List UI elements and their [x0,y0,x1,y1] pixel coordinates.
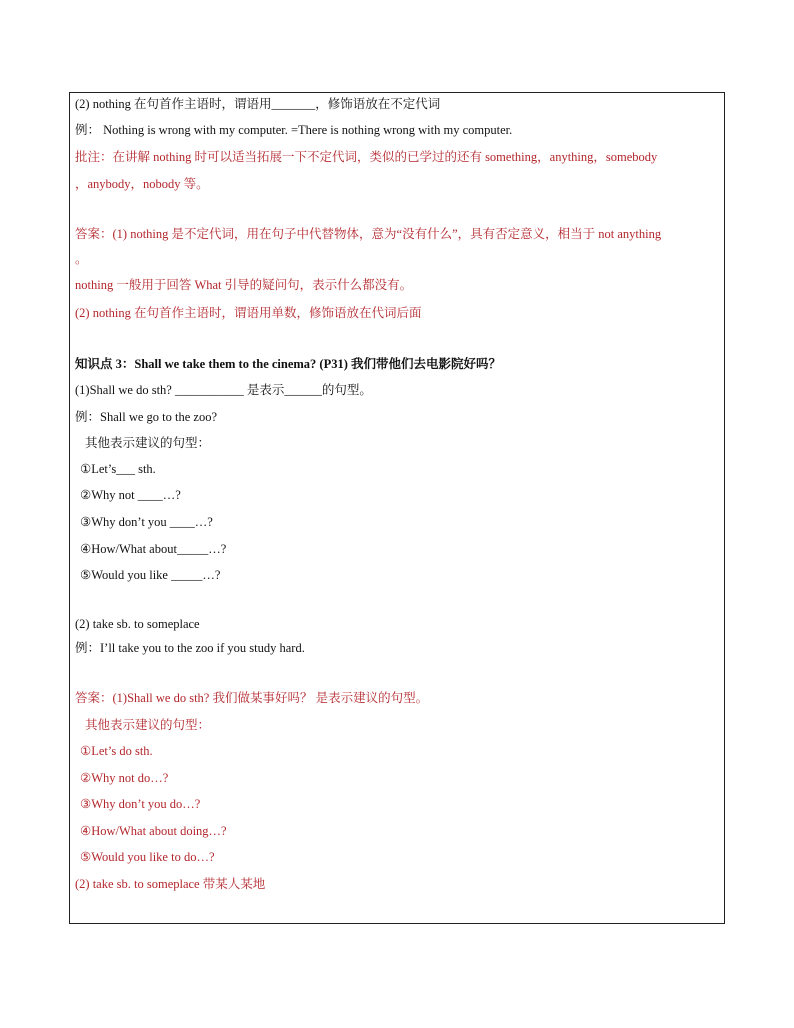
answer-list-item: ⑤Would you like to do…? [80,850,215,864]
knowledge-point-heading: 知识点 3：Shall we take them to the cinema? (P31) 我们带他们去电影院好吗？ [75,357,502,371]
text-line: (1)Shall we do sth? ___________ 是表示______的句型。 [75,383,372,397]
list-item: ⑤Would you like _____…? [80,568,221,582]
answer-line: (2) take sb. to someplace 带某人某地 [75,877,266,891]
answer-line: 其他表示建议的句型： [85,718,211,732]
annotation-line: 批注：在讲解 nothing 时可以适当拓展一下不定代词，类似的已学过的还有 something，anything，somebody [75,150,658,164]
answer-list-item: ③Why don’t you do…? [80,797,201,811]
annotation-line: ，anybody，nobody 等。 [75,177,209,191]
list-item: ②Why not ____…? [80,488,181,502]
list-item: ④How/What about_____…? [80,542,227,556]
example-line: 例：I’ll take you to the zoo if you study hard. [75,641,305,655]
list-item: ①Let’s___ sth. [80,462,156,476]
answer-list-item: ②Why not do…? [80,771,169,785]
answer-line: 答案：(1)Shall we do sth? 我们做某事好吗？ 是表示建议的句型。 [75,691,429,705]
answer-line: 。 [75,252,88,266]
answer-line: (2) nothing 在句首作主语时，谓语用单数，修饰语放在代词后面 [75,306,422,320]
text-line: (2) take sb. to someplace [75,617,200,631]
text-line: 其他表示建议的句型： [85,436,211,450]
example-line: 例：Shall we go to the zoo? [75,410,217,424]
answer-line: 答案：(1) nothing 是不定代词，用在句子中代替物体，意为“没有什么”，具有否定意义，相当于 not anything [75,227,662,241]
answer-list-item: ④How/What about doing…? [80,824,227,838]
example-line: 例： Nothing is wrong with my computer. =There is nothing wrong with my computer. [75,123,513,137]
text-line: (2) nothing 在句首作主语时，谓语用_______，修饰语放在不定代词 [75,97,441,111]
answer-line: nothing 一般用于回答 What 引导的疑问句，表示什么都没有。 [75,278,413,292]
list-item: ③Why don’t you ____…? [80,515,213,529]
answer-list-item: ①Let’s do sth. [80,744,153,758]
